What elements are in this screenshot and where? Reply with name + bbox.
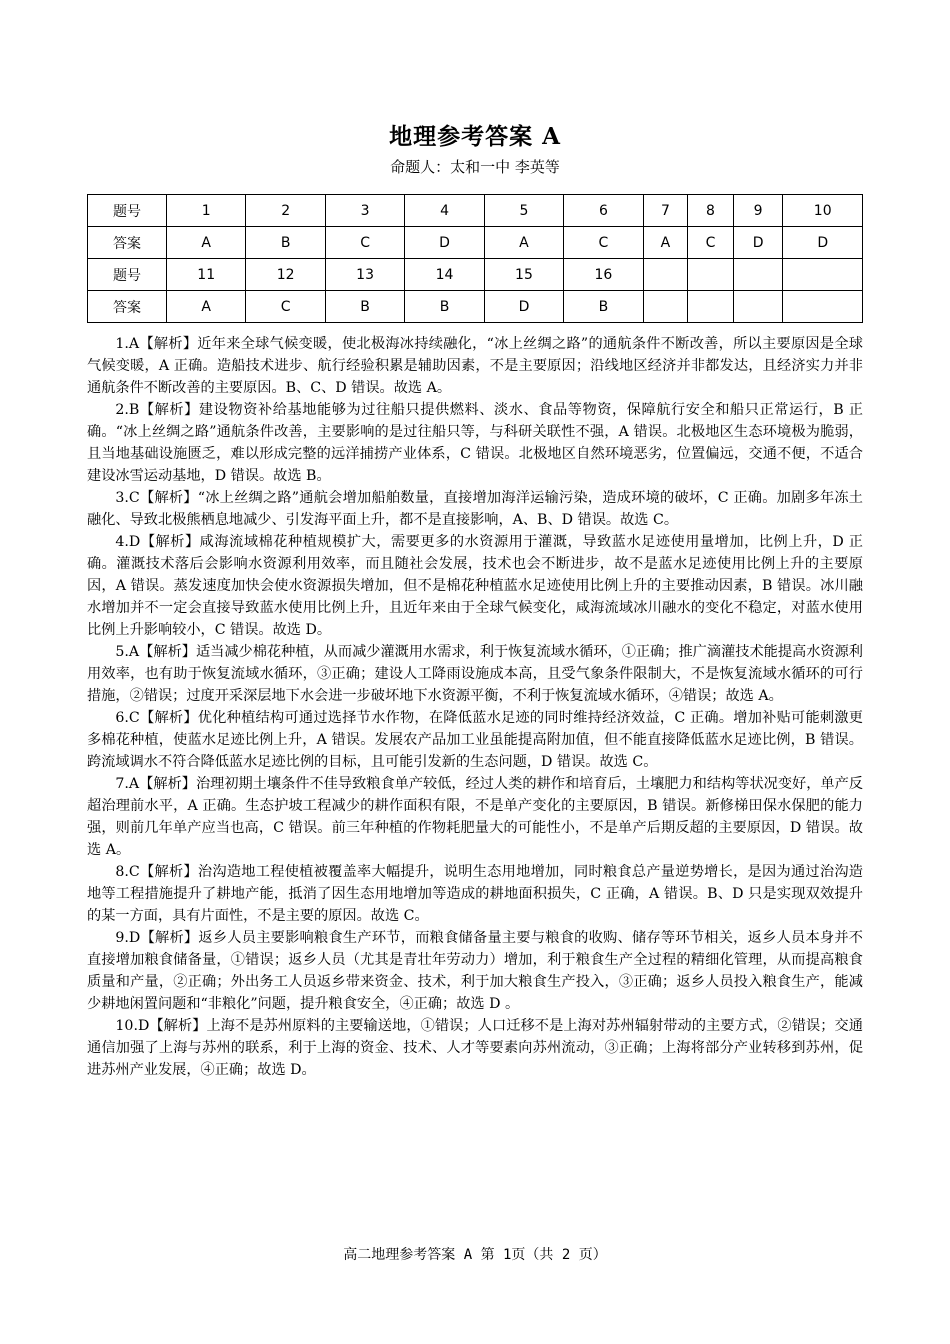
table-cell — [688, 259, 733, 291]
table-cell: 14 — [405, 259, 484, 291]
table-cell: C — [688, 227, 733, 259]
table-cell: A — [167, 291, 246, 323]
table-cell — [643, 291, 688, 323]
table-row — [88, 291, 863, 323]
table-cell: 15 — [484, 259, 563, 291]
table-row — [88, 195, 863, 227]
table-cell — [783, 291, 863, 323]
explanation-paragraph: 5.A【解析】适当减少棉花种植，从而减少灌溉用水需求，利于恢复流域水循环，①正确；推广滴灌技术能提高水资源利用效率，也有助于恢复流域水循环，③正确；建设人工降雨设施成本高，且受气象条件限制大，不是恢复流域水循环的可行措施，②错误；过度开采深层地下水会进一步破坏地下水资源平衡，不利于恢复流域水循环，④错误；故选 A。 — [87, 644, 863, 704]
table-cell: 16 — [564, 259, 643, 291]
table-cell — [733, 291, 783, 323]
table-cell: 9 — [733, 195, 783, 227]
table-cell: 12 — [246, 259, 325, 291]
explanation-paragraph: 9.D【解析】返乡人员主要影响粮食生产环节，而粮食储备量主要与粮食的收购、储存等环节相关，返乡人员本身并不直接增加粮食储备量，①错误；返乡人员（尤其是青壮年劳动力）增加，利于粮食生产全过程的精细化管理，从而提高粮食质量和产量，②正确；外出务工人员返乡带来资金、技术，利于加大粮食生产投入，③正确；返乡人员投入粮食生产，能减少耕地闲置问题和“非粮化”问题，提升粮食安全，④正确；故选 D 。 — [87, 930, 863, 1012]
table-cell: C — [246, 291, 325, 323]
table-cell — [688, 291, 733, 323]
explanation-paragraph: 7.A【解析】治理初期土壤条件不佳导致粮食单产较低，经过人类的耕作和培育后，土壤肥力和结构等状况变好，单产反超治理前水平，A 正确。生态护坡工程减少的耕作面积有限，不是单产变化的主要原因，B 错误。新修梯田保水保肥的能力强，则前几年单产应当也高，C 错误。前三年种植的作物耗肥量大的可能性小，不是单产后期反超的主要原因，D 错误。故选 A。 — [87, 776, 863, 858]
table-cell: D — [733, 227, 783, 259]
table-cell: C — [564, 227, 643, 259]
table-row — [88, 227, 863, 259]
table-cell: A — [167, 227, 246, 259]
table-cell: C — [325, 227, 404, 259]
table-cell: B — [564, 291, 643, 323]
table-cell: D — [405, 227, 484, 259]
explanation-paragraph: 2.B【解析】建设物资补给基地能够为过往船只提供燃料、淡水、食品等物资，保障航行安全和船只正常运行，B 正确。“冰上丝绸之路”通航条件改善，主要影响的是过往船只等，与科研关联性不强，A 错误。北极地区生态环境极为脆弱，且当地基础设施匮乏，难以形成完整的远洋捕捞产业体系，C 错误。北极地区自然环境恶劣，位置偏远，交通不便，不适合建设冰雪运动基地，D 错误。故选 B。 — [87, 402, 863, 484]
explanation-paragraph: 6.C【解析】优化种植结构可通过选择节水作物，在降低蓝水足迹的同时维持经济效益，C 正确。增加补贴可能刺激更多棉花种植，使蓝水足迹比例上升，A 错误。发展农产品加工业虽能提高附加值，但不能直接降低蓝水足迹比例，B 错误。跨流域调水不符合降低蓝水足迹比例的目标，且可能引发新的生态问题，D 错误。故选 C。 — [87, 710, 863, 770]
table-cell: B — [325, 291, 404, 323]
row-label: 答案 — [88, 227, 167, 259]
table-cell: 13 — [325, 259, 404, 291]
row-label: 题号 — [88, 259, 167, 291]
answer-table — [87, 194, 863, 323]
table-cell: B — [405, 291, 484, 323]
table-cell — [733, 259, 783, 291]
table-cell: A — [643, 227, 688, 259]
explanation-body — [87, 333, 863, 1081]
table-cell: 1 — [167, 195, 246, 227]
explanation-paragraph: 8.C【解析】治沟造地工程使植被覆盖率大幅提升，说明生态用地增加，同时粮食总产量逆势增长，是因为通过治沟造地等工程措施提升了耕地产能，抵消了因生态用地增加等造成的耕地面积损失，C 正确，A 错误。B、D 只是实现双效提升的某一方面，具有片面性，不是主要的原因。故选 C。 — [87, 864, 863, 924]
table-row — [88, 259, 863, 291]
table-cell: 7 — [643, 195, 688, 227]
table-cell: 5 — [484, 195, 563, 227]
explanation-paragraph: 1.A【解析】近年来全球气候变暖，使北极海冰持续融化，“冰上丝绸之路”的通航条件不断改善，所以主要原因是全球气候变暖，A 正确。造船技术进步、航行经验积累是辅助因素，不是主要原因；沿线地区经济并非都发达，且经济实力并非通航条件不断改善的主要原因。B、C、D 错误。故选 A。 — [87, 336, 863, 396]
table-cell: A — [484, 227, 563, 259]
explanation-paragraph: 4.D【解析】咸海流域棉花种植规模扩大，需要更多的水资源用于灌溉，导致蓝水足迹使用量增加，比例上升，D 正确。灌溉技术落后会影响水资源利用效率，而且随社会发展，技术也会不断进步，故不是蓝水足迹使用比例上升的主要原因，A 错误。蒸发速度加快会使水资源损失增加，但不是棉花种植蓝水足迹使用比例上升的主要推动因素，B 错误。冰川融水增加并不一定会直接导致蓝水使用比例上升，且近年来由于全球气候变化，咸海流域冰川融水的变化不稳定，对蓝水使用比例上升影响较小，C 错误。故选 D。 — [87, 534, 863, 638]
table-cell: 3 — [325, 195, 404, 227]
table-cell: B — [246, 227, 325, 259]
row-label: 答案 — [88, 291, 167, 323]
table-cell: 11 — [167, 259, 246, 291]
table-cell: D — [783, 227, 863, 259]
table-cell — [783, 259, 863, 291]
explanation-paragraph: 10.D【解析】上海不是苏州原料的主要输送地，①错误；人口迁移不是上海对苏州辐射带动的主要方式，②错误；交通通信加强了上海与苏州的联系，利于上海的资金、技术、人才等要素向苏州流动，③正确；上海将部分产业转移到苏州，促进苏州产业发展，④正确；故选 D。 — [87, 1018, 863, 1078]
page-subtitle: 命题人：太和一中 李英等 — [390, 158, 560, 176]
page-footer: 高二地理参考答案 A 第 1页（共 2 页） — [343, 1247, 607, 1263]
table-cell: 4 — [405, 195, 484, 227]
table-cell: D — [484, 291, 563, 323]
row-label: 题号 — [88, 195, 167, 227]
table-cell: 8 — [688, 195, 733, 227]
table-cell: 6 — [564, 195, 643, 227]
table-cell: 2 — [246, 195, 325, 227]
table-cell — [643, 259, 688, 291]
page-title: 地理参考答案 A — [389, 123, 561, 150]
explanation-paragraph: 3.C【解析】“冰上丝绸之路”通航会增加船舶数量，直接增加海洋运输污染，造成环境的破坏，C 正确。加剧多年冻土融化、导致北极熊栖息地减少、引发海平面上升，都不是直接影响，A、B、D 错误。故选 C。 — [87, 490, 863, 528]
table-cell: 10 — [783, 195, 863, 227]
